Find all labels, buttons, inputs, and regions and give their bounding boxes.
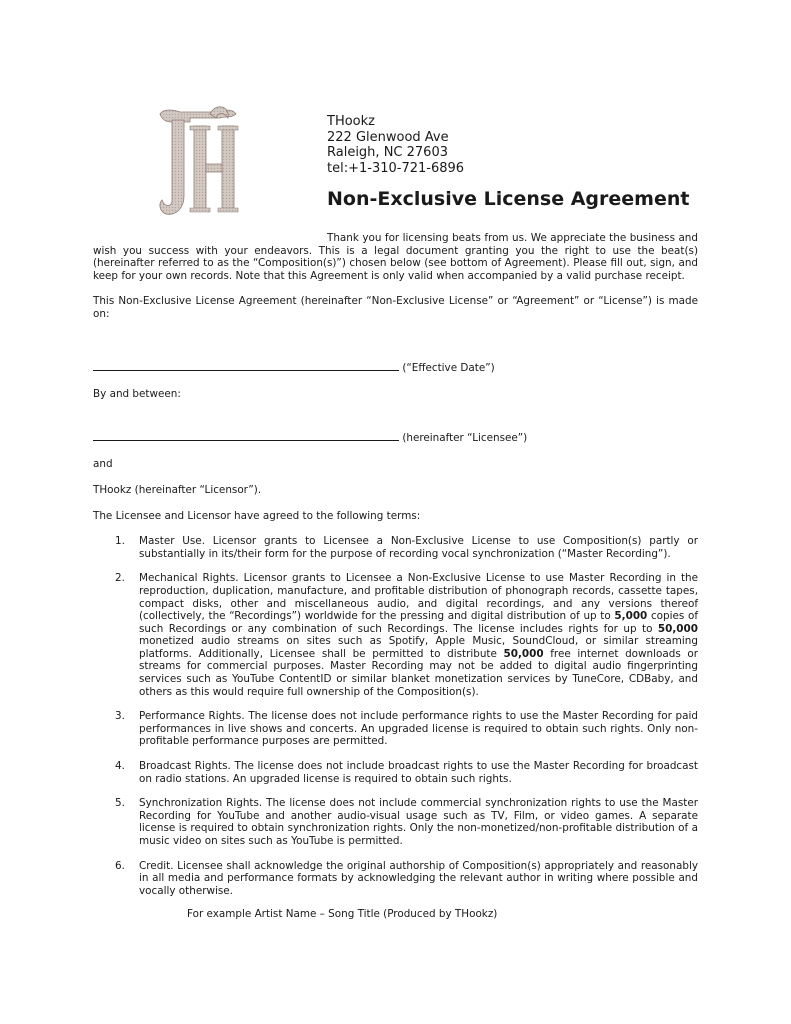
term-item: [93, 535, 698, 560]
term-text: Master Use. Licensor grants to Licensee a Non-Exclusive License to use Composition(s) partly or substantially in its/their form for the purpose of recording vocal synchronization (“Master Recording”).: [139, 535, 698, 560]
effective-date-field[interactable]: [93, 360, 399, 371]
licensee-field[interactable]: [93, 430, 399, 441]
copies-limit: 5,000: [614, 610, 648, 623]
streams-limit: 50,000: [657, 622, 698, 635]
term-number: 2.: [115, 572, 125, 585]
document-body: [93, 232, 698, 921]
street-address: 222 Glenwood Ave: [327, 129, 449, 145]
terms-list: [93, 535, 698, 897]
address-block: [327, 114, 464, 176]
credit-example: For example Artist Name – Song Title (Produced by THookz): [187, 908, 498, 921]
agreed-text: The Licensee and Licensor have agreed to the following terms:: [93, 509, 421, 522]
licensee-label: (hereinafter “Licensee”): [402, 431, 528, 444]
term-text: Mechanical Rights. Licensor grants to Licensee a Non-Exclusive License to use Master Recording in the reproduction, duplication, manufacture, and profitable distribution of phonograph records, cassette tapes, compact disks, other and miscellaneous audio, and digital recordings, and any versions thereof (collectively, the “Recordings”) worldwide for the pressing and digital distribution of up to 5,000 copies of such Recordings or any combination of such Recordings. The license includes rights for up to 50,000 monetized audio streams on sites such as Spotify, Apple Music, SoundCloud, or similar streaming platforms. Additionally, Licensee shall be permitted to distribute 50,000 free internet downloads or streams for commercial purposes. Master Recording may not be added to digital audio fingerprinting services such as YouTube ContentID or similar blanket monetization services by TuneCore, CDBaby, and others as this would require full ownership of the Composition(s).: [139, 572, 698, 698]
term-item: [93, 710, 698, 748]
city-address: Raleigh, NC 27603: [327, 145, 448, 161]
term-number: 3.: [115, 710, 125, 723]
term-number: 6.: [115, 859, 125, 872]
term-item: [93, 797, 698, 847]
effective-date-line: [93, 360, 698, 375]
document-title: Non-Exclusive License Agreement: [327, 188, 690, 210]
term-text: Synchronization Rights. The license does not include commercial synchronization rights to use the Master Recording for YouTube and another audio-visual usage such as TV, Film, or video games. A separate license is required to obtain synchronization rights. Only the non-monetized/non-profitable distribution of a music video on sites such as YouTube is permitted.: [139, 797, 698, 847]
by-and-between: By and between:: [93, 388, 181, 401]
made-on-paragraph: This Non-Exclusive License Agreement (hereinafter “Non-Exclusive License” or “Agreement” or “License”) is made on:: [93, 295, 698, 320]
company-logo: [150, 104, 246, 220]
term-item: [93, 860, 698, 898]
downloads-limit: 50,000: [503, 647, 544, 660]
term-text: Performance Rights. The license does not include performance rights to use the Master Recording for paid performances in live shows and concerts. An upgraded license is required to obtain such rights. Only non-profitable performance purposes are permitted.: [139, 710, 698, 748]
term-text: Credit. Licensee shall acknowledge the original authorship of Composition(s) appropriately and reasonably in all media and performance formats by acknowledging the relevant author in writing where possible and vocally otherwise.: [139, 859, 698, 897]
and-text: and: [93, 458, 113, 471]
phone-number: tel:+1-310-721-6896: [327, 160, 465, 176]
intro-paragraph: Thank you for licensing beats from us. We appreciate the business and wish you success with your endeavors. This is a legal document granting you the right to use the beat(s) (hereinafter referred to as the “Composition(s)”) chosen below (see bottom of Agreement). Please fill out, sign, and keep for your own records. Note that this Agreement is only valid when accompanied by a valid purchase receipt.: [93, 232, 698, 282]
effective-date-label: (“Effective Date”): [402, 361, 495, 374]
term-item: [93, 572, 698, 698]
term-number: 5.: [115, 797, 125, 810]
term-text: Broadcast Rights. The license does not include broadcast rights to use the Master Recording for broadcast on radio stations. An upgraded license is required to obtain such rights.: [139, 760, 698, 785]
term-item: [93, 760, 698, 785]
term-number: 1.: [115, 535, 125, 548]
term-number: 4.: [115, 760, 125, 773]
licensor-text: THookz (hereinafter “Licensor”).: [93, 483, 262, 496]
licensee-line: [93, 430, 698, 445]
company-name: THookz: [327, 114, 375, 129]
